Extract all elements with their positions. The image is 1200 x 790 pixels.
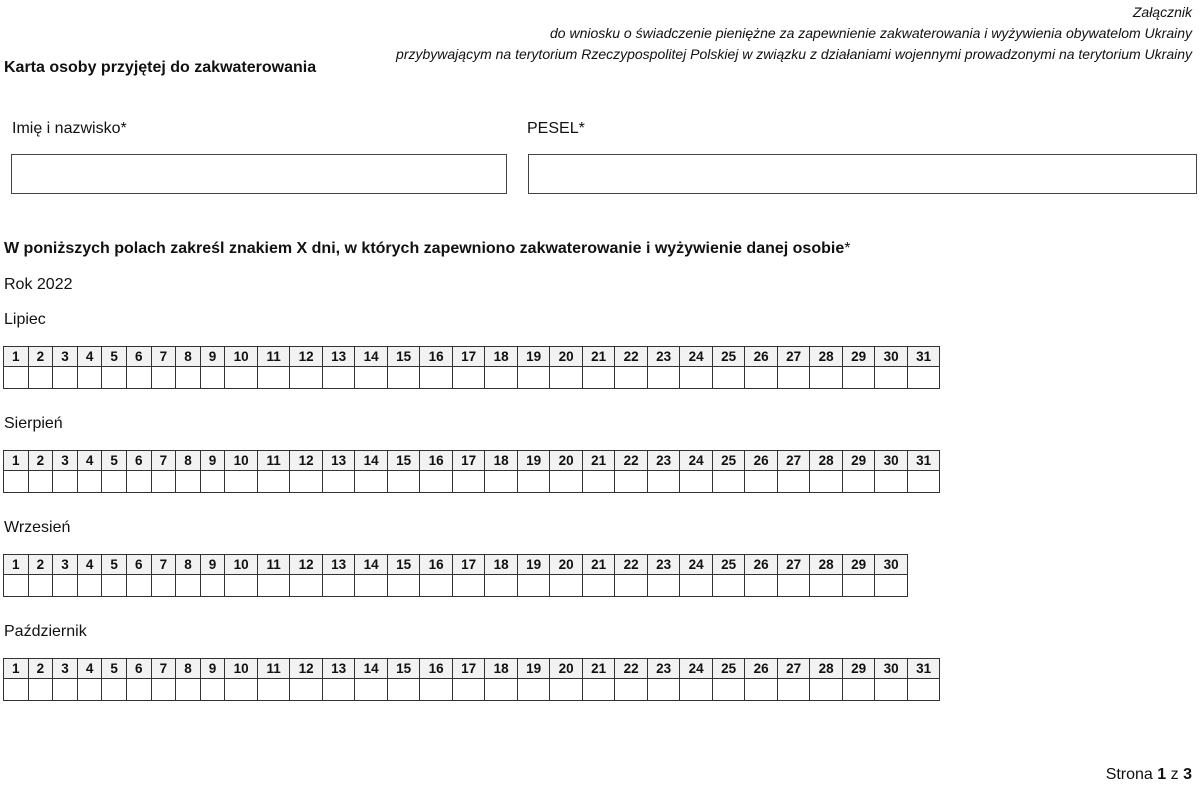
day-number: 29: [842, 555, 875, 575]
day-checkbox[interactable]: [907, 471, 940, 493]
day-number: 9: [200, 347, 225, 367]
day-checkbox[interactable]: [176, 679, 201, 701]
day-checkbox[interactable]: [485, 575, 518, 597]
day-number: 17: [452, 555, 485, 575]
day-checkbox[interactable]: [53, 471, 78, 493]
day-checkbox[interactable]: [355, 471, 388, 493]
day-checkbox[interactable]: [517, 367, 550, 389]
day-checkbox[interactable]: [842, 575, 875, 597]
day-number: 14: [355, 451, 388, 471]
day-checkbox[interactable]: [647, 471, 680, 493]
day-checkbox[interactable]: [615, 575, 648, 597]
day-number: 26: [745, 347, 778, 367]
day-checkbox[interactable]: [647, 367, 680, 389]
day-number: 31: [907, 451, 940, 471]
day-number: 19: [517, 659, 550, 679]
day-number: 15: [387, 347, 420, 367]
day-checkbox[interactable]: [517, 471, 550, 493]
day-checkbox[interactable]: [200, 679, 225, 701]
day-number: 6: [126, 451, 151, 471]
day-number: 12: [290, 659, 323, 679]
day-number: 13: [322, 451, 355, 471]
annex-line-3: przybywającym na terytorium Rzeczypospolitej Polskiej w związku z działaniami wojennymi prowadzonymi na terytorium Ukrainy: [396, 46, 1192, 62]
day-number: 14: [355, 659, 388, 679]
day-number: 21: [582, 347, 615, 367]
day-checkbox[interactable]: [615, 367, 648, 389]
day-number: 2: [28, 659, 53, 679]
day-number: 6: [126, 659, 151, 679]
day-checkbox[interactable]: [452, 471, 485, 493]
day-checkbox[interactable]: [550, 679, 583, 701]
days-grid-wrzesien: [3, 554, 908, 597]
day-checkbox[interactable]: [647, 679, 680, 701]
day-checkbox[interactable]: [680, 367, 713, 389]
day-checkbox[interactable]: [452, 367, 485, 389]
day-checkbox[interactable]: [387, 679, 420, 701]
year-label: Rok 2022: [4, 276, 73, 293]
day-number: 14: [355, 555, 388, 575]
day-number: 29: [842, 347, 875, 367]
day-checkbox[interactable]: [290, 679, 323, 701]
days-grid-pazdziernik: [3, 658, 940, 701]
day-checkbox[interactable]: [712, 471, 745, 493]
day-checkbox[interactable]: [257, 367, 290, 389]
day-checkbox[interactable]: [225, 575, 258, 597]
day-checkbox[interactable]: [355, 575, 388, 597]
day-checkbox[interactable]: [28, 575, 53, 597]
day-checkbox[interactable]: [420, 679, 453, 701]
day-number: 23: [647, 555, 680, 575]
day-checkbox[interactable]: [355, 679, 388, 701]
day-number: 27: [777, 347, 810, 367]
day-number: 3: [53, 451, 78, 471]
day-number: 31: [907, 659, 940, 679]
day-checkbox[interactable]: [517, 575, 550, 597]
month-label-wrzesien: Wrzesień: [4, 519, 71, 536]
day-number: 15: [387, 659, 420, 679]
day-number: 13: [322, 347, 355, 367]
day-number: 27: [777, 555, 810, 575]
day-checkbox[interactable]: [712, 367, 745, 389]
day-number: 1: [4, 555, 29, 575]
instruction-bold: W poniższych polach zakreśl znakiem X dni, w których zapewniono zakwaterowanie i wyżywienie danej osobie: [4, 240, 845, 257]
annex-header: [396, 2, 1192, 65]
day-checkbox[interactable]: [842, 367, 875, 389]
day-number: 17: [452, 451, 485, 471]
day-checkbox[interactable]: [290, 471, 323, 493]
day-number: 23: [647, 451, 680, 471]
day-number: 8: [176, 347, 201, 367]
name-field[interactable]: [11, 154, 507, 194]
day-checkbox[interactable]: [322, 367, 355, 389]
day-checkbox[interactable]: [745, 367, 778, 389]
day-number: 21: [582, 451, 615, 471]
day-checkbox[interactable]: [176, 575, 201, 597]
day-checkbox[interactable]: [28, 679, 53, 701]
day-number: 22: [615, 659, 648, 679]
day-number: 3: [53, 347, 78, 367]
day-checkbox[interactable]: [77, 679, 102, 701]
day-checkbox[interactable]: [485, 367, 518, 389]
day-checkbox[interactable]: [582, 367, 615, 389]
day-number: 2: [28, 555, 53, 575]
day-checkbox[interactable]: [102, 679, 127, 701]
day-number: 9: [200, 659, 225, 679]
day-number: 27: [777, 451, 810, 471]
day-number: 19: [517, 555, 550, 575]
day-checkbox[interactable]: [810, 367, 843, 389]
day-checkbox[interactable]: [420, 367, 453, 389]
day-checkbox[interactable]: [4, 367, 29, 389]
day-checkbox[interactable]: [387, 471, 420, 493]
month-label-pazdziernik: Październik: [4, 623, 87, 640]
day-number: 20: [550, 347, 583, 367]
day-number: 28: [810, 451, 843, 471]
day-number: 2: [28, 347, 53, 367]
day-number: 26: [745, 451, 778, 471]
day-checkbox[interactable]: [745, 471, 778, 493]
day-checkbox[interactable]: [290, 575, 323, 597]
day-checkbox[interactable]: [875, 575, 908, 597]
day-number: 22: [615, 451, 648, 471]
day-checkbox[interactable]: [4, 471, 29, 493]
day-number: 1: [4, 659, 29, 679]
day-number: 13: [322, 555, 355, 575]
day-number: 31: [907, 347, 940, 367]
day-checkbox[interactable]: [126, 575, 151, 597]
day-checkbox[interactable]: [712, 575, 745, 597]
day-checkbox[interactable]: [907, 679, 940, 701]
day-number: 29: [842, 451, 875, 471]
day-number: 17: [452, 347, 485, 367]
day-checkbox[interactable]: [647, 575, 680, 597]
day-number: 5: [102, 555, 127, 575]
day-number: 4: [77, 451, 102, 471]
day-checkbox[interactable]: [810, 471, 843, 493]
day-checkbox[interactable]: [777, 367, 810, 389]
day-checkbox[interactable]: [680, 679, 713, 701]
day-number: 10: [225, 347, 258, 367]
day-checkbox[interactable]: [257, 679, 290, 701]
day-number: 6: [126, 347, 151, 367]
pesel-field[interactable]: [528, 154, 1197, 194]
day-number: 16: [420, 555, 453, 575]
day-checkbox[interactable]: [452, 679, 485, 701]
day-number: 18: [485, 659, 518, 679]
day-checkbox[interactable]: [582, 679, 615, 701]
day-checkbox[interactable]: [53, 575, 78, 597]
day-number: 12: [290, 555, 323, 575]
day-number: 20: [550, 659, 583, 679]
day-number: 28: [810, 659, 843, 679]
day-number: 18: [485, 451, 518, 471]
day-number: 8: [176, 451, 201, 471]
annex-line-2: do wniosku o świadczenie pieniężne za zapewnienie zakwaterowania i wyżywienia obywatelom Ukrainy: [550, 25, 1192, 41]
day-number: 4: [77, 659, 102, 679]
day-checkbox[interactable]: [420, 471, 453, 493]
day-checkbox[interactable]: [745, 679, 778, 701]
day-checkbox[interactable]: [550, 471, 583, 493]
day-number: 12: [290, 451, 323, 471]
day-checkbox[interactable]: [842, 679, 875, 701]
day-checkbox[interactable]: [200, 471, 225, 493]
day-checkbox[interactable]: [126, 471, 151, 493]
form-title: Karta osoby przyjętej do zakwaterowania: [4, 59, 317, 76]
day-checkbox[interactable]: [151, 679, 176, 701]
day-number: 10: [225, 451, 258, 471]
day-number: 29: [842, 659, 875, 679]
day-checkbox[interactable]: [151, 471, 176, 493]
day-checkbox[interactable]: [102, 471, 127, 493]
day-number: 13: [322, 659, 355, 679]
day-number: 18: [485, 347, 518, 367]
day-number: 11: [257, 555, 290, 575]
day-number: 24: [680, 347, 713, 367]
day-checkbox[interactable]: [126, 679, 151, 701]
day-checkbox[interactable]: [225, 471, 258, 493]
day-number: 17: [452, 659, 485, 679]
day-checkbox[interactable]: [4, 575, 29, 597]
days-grid-sierpien: [3, 450, 940, 493]
day-number: 27: [777, 659, 810, 679]
day-checkbox[interactable]: [28, 471, 53, 493]
day-number: 10: [225, 659, 258, 679]
day-checkbox[interactable]: [387, 367, 420, 389]
name-label: Imię i nazwisko*: [12, 120, 127, 137]
day-checkbox[interactable]: [200, 367, 225, 389]
day-number: 21: [582, 555, 615, 575]
day-checkbox[interactable]: [777, 679, 810, 701]
day-number: 9: [200, 555, 225, 575]
total-pages: 3: [1183, 766, 1192, 783]
day-checkbox[interactable]: [28, 367, 53, 389]
day-checkbox[interactable]: [582, 575, 615, 597]
day-number: 1: [4, 347, 29, 367]
page-indicator: Strona 1 z 3: [1105, 766, 1192, 783]
day-number: 7: [151, 659, 176, 679]
day-number: 7: [151, 451, 176, 471]
day-number: 23: [647, 347, 680, 367]
day-checkbox[interactable]: [322, 679, 355, 701]
day-number: 24: [680, 451, 713, 471]
day-checkbox[interactable]: [842, 471, 875, 493]
day-checkbox[interactable]: [517, 679, 550, 701]
day-checkbox[interactable]: [387, 575, 420, 597]
day-number: 30: [875, 555, 908, 575]
month-label-sierpien: Sierpień: [4, 415, 63, 432]
day-number: 4: [77, 555, 102, 575]
day-number: 22: [615, 347, 648, 367]
day-number: 20: [550, 555, 583, 575]
day-checkbox[interactable]: [126, 367, 151, 389]
day-checkbox[interactable]: [257, 575, 290, 597]
day-checkbox[interactable]: [225, 367, 258, 389]
day-checkbox[interactable]: [53, 367, 78, 389]
day-number: 20: [550, 451, 583, 471]
day-checkbox[interactable]: [875, 367, 908, 389]
day-number: 25: [712, 555, 745, 575]
month-label-lipiec: Lipiec: [4, 311, 46, 328]
day-number: 28: [810, 347, 843, 367]
day-checkbox[interactable]: [176, 471, 201, 493]
day-checkbox[interactable]: [615, 679, 648, 701]
day-checkbox[interactable]: [225, 679, 258, 701]
day-number: 26: [745, 555, 778, 575]
day-number: 8: [176, 555, 201, 575]
day-checkbox[interactable]: [680, 471, 713, 493]
day-number: 30: [875, 347, 908, 367]
day-checkbox[interactable]: [102, 367, 127, 389]
day-checkbox[interactable]: [875, 679, 908, 701]
day-checkbox[interactable]: [745, 575, 778, 597]
day-number: 28: [810, 555, 843, 575]
day-number: 21: [582, 659, 615, 679]
day-number: 16: [420, 347, 453, 367]
day-number: 3: [53, 555, 78, 575]
day-checkbox[interactable]: [550, 367, 583, 389]
day-checkbox[interactable]: [151, 575, 176, 597]
day-checkbox[interactable]: [777, 575, 810, 597]
day-number: 25: [712, 347, 745, 367]
day-checkbox[interactable]: [485, 471, 518, 493]
day-checkbox[interactable]: [810, 575, 843, 597]
day-number: 24: [680, 555, 713, 575]
day-number: 12: [290, 347, 323, 367]
day-number: 30: [875, 451, 908, 471]
day-number: 25: [712, 659, 745, 679]
day-number: 22: [615, 555, 648, 575]
day-checkbox[interactable]: [77, 367, 102, 389]
day-checkbox[interactable]: [102, 575, 127, 597]
day-checkbox[interactable]: [290, 367, 323, 389]
current-page: 1: [1157, 766, 1167, 783]
day-checkbox[interactable]: [53, 679, 78, 701]
day-number: 5: [102, 451, 127, 471]
day-number: 4: [77, 347, 102, 367]
day-number: 2: [28, 451, 53, 471]
day-number: 15: [387, 451, 420, 471]
instruction-asterisk: *: [844, 240, 851, 257]
day-checkbox[interactable]: [77, 575, 102, 597]
day-number: 11: [257, 659, 290, 679]
day-number: 3: [53, 659, 78, 679]
day-checkbox[interactable]: [615, 471, 648, 493]
annex-line-1: Załącznik: [1132, 4, 1192, 20]
day-number: 9: [200, 451, 225, 471]
pesel-label: PESEL*: [527, 120, 585, 137]
instruction-text: [4, 240, 850, 258]
day-checkbox[interactable]: [810, 679, 843, 701]
day-checkbox[interactable]: [550, 575, 583, 597]
day-checkbox[interactable]: [907, 367, 940, 389]
day-checkbox[interactable]: [4, 679, 29, 701]
day-checkbox[interactable]: [582, 471, 615, 493]
day-checkbox[interactable]: [452, 575, 485, 597]
day-checkbox[interactable]: [485, 679, 518, 701]
day-number: 1: [4, 451, 29, 471]
day-number: 30: [875, 659, 908, 679]
day-checkbox[interactable]: [200, 575, 225, 597]
day-number: 8: [176, 659, 201, 679]
day-checkbox[interactable]: [151, 367, 176, 389]
day-number: 11: [257, 451, 290, 471]
day-checkbox[interactable]: [322, 575, 355, 597]
day-number: 16: [420, 659, 453, 679]
day-number: 7: [151, 555, 176, 575]
day-number: 25: [712, 451, 745, 471]
day-checkbox[interactable]: [176, 367, 201, 389]
day-number: 5: [102, 347, 127, 367]
day-number: 18: [485, 555, 518, 575]
day-number: 23: [647, 659, 680, 679]
day-number: 11: [257, 347, 290, 367]
day-number: 24: [680, 659, 713, 679]
day-checkbox[interactable]: [680, 575, 713, 597]
day-checkbox[interactable]: [355, 367, 388, 389]
day-checkbox[interactable]: [257, 471, 290, 493]
days-grid-lipiec: [3, 346, 940, 389]
day-checkbox[interactable]: [712, 679, 745, 701]
day-number: 10: [225, 555, 258, 575]
day-checkbox[interactable]: [77, 471, 102, 493]
day-number: 26: [745, 659, 778, 679]
day-number: 5: [102, 659, 127, 679]
day-number: 15: [387, 555, 420, 575]
day-number: 19: [517, 347, 550, 367]
day-checkbox[interactable]: [777, 471, 810, 493]
day-checkbox[interactable]: [420, 575, 453, 597]
day-checkbox[interactable]: [322, 471, 355, 493]
day-number: 14: [355, 347, 388, 367]
day-number: 6: [126, 555, 151, 575]
day-number: 7: [151, 347, 176, 367]
day-number: 19: [517, 451, 550, 471]
day-number: 16: [420, 451, 453, 471]
day-checkbox[interactable]: [875, 471, 908, 493]
